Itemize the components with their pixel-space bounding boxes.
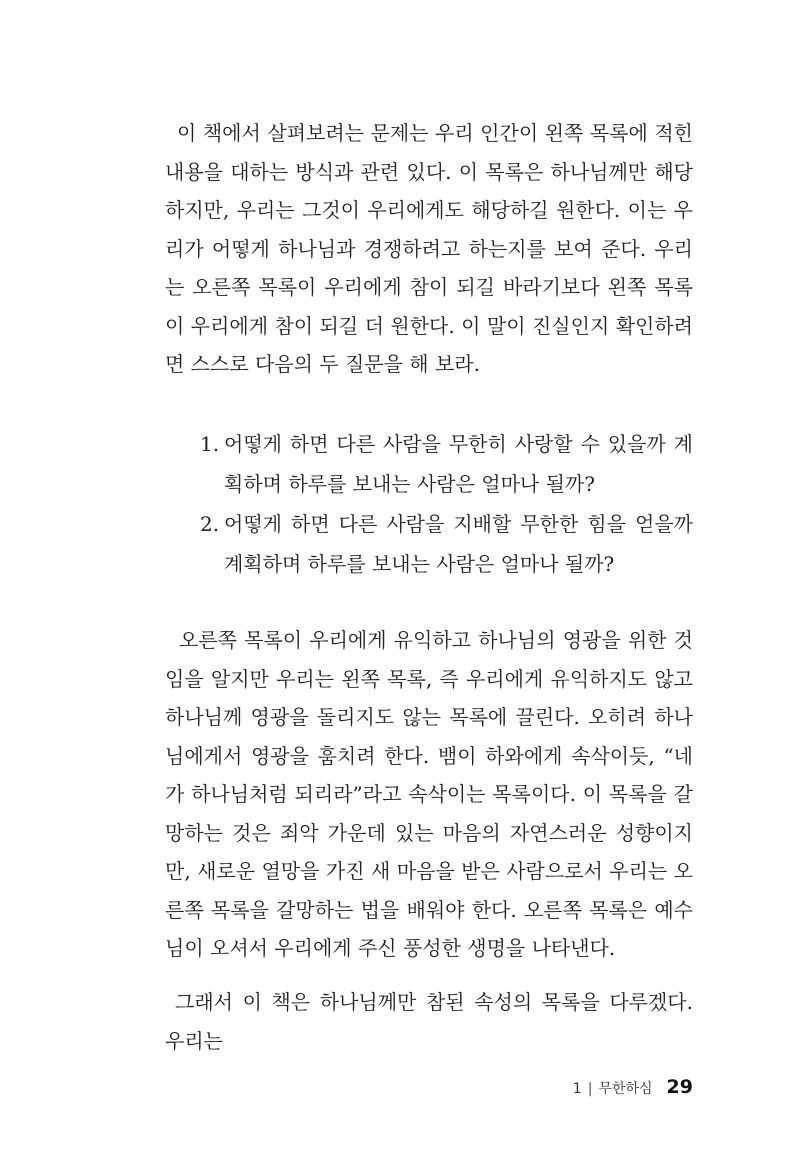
list-item-number: 1. [200, 432, 220, 456]
body-paragraph-3: 그래서 이 책은 하나님께만 참된 속성의 목록을 다루겠다. 우리는 [165, 990, 693, 1053]
question-list [200, 424, 693, 584]
list-item-text: 어떻게 하면 다른 사람을 무한히 사랑할 수 있을까 계획하며 하루를 보내는 사람은 얼마나 될까? [224, 432, 693, 496]
list-item [200, 504, 693, 584]
chapter-number: 1 [572, 1081, 582, 1097]
chapter-title: 무한하심 [598, 1081, 653, 1097]
list-item-number: 2. [200, 512, 220, 536]
footer-separator: | [587, 1081, 593, 1097]
running-footer [573, 1076, 693, 1098]
body-paragraph-2: 오른쪽 목록이 우리에게 유익하고 하나님의 영광을 위한 것임을 알지만 우리는 왼쪽 목록, 즉 우리에게 유익하지도 않고 하나님께 영광을 돌리지도 않는 목록에 끌린다. 오히려 하나님에게서 영광을 훔치려 한다. 뱀이 하와에게 속삭이듯, “네가 하나님처럼 되리라”라고 속삭이는 목록이다. 이 목록을 갈망하는 것은 죄악 가운데 있는 마음의 자연스러운 성향이지만, 새로운 열망을 가진 새 마음을 받은 사람으로서 우리는 오른쪽 목록을 갈망하는 법을 배워야 한다. 오른쪽 목록은 예수님이 오셔서 우리에게 주신 풍성한 생명을 나타낸다. [165, 628, 693, 960]
body-paragraph-1: 이 책에서 살펴보려는 문제는 우리 인간이 왼쪽 목록에 적힌 내용을 대하는 방식과 관련 있다. 이 목록은 하나님께만 해당하지만, 우리는 그것이 우리에게도 해당하길 원한다. 이는 우리가 어떻게 하나님과 경쟁하려고 하는지를 보여 준다. 우리는 오른쪽 목록이 우리에게 참이 되길 바라기보다 왼쪽 목록이 우리에게 참이 되길 더 원한다. 이 말이 진실인지 확인하려면 스스로 다음의 두 질문을 해 보라. [165, 121, 693, 376]
list-item [200, 424, 693, 504]
list-item-text: 어떻게 하면 다른 사람을 지배할 무한한 힘을 얻을까 계획하며 하루를 보내는 사람은 얼마나 될까? [224, 512, 693, 576]
page-number: 29 [666, 1076, 693, 1098]
